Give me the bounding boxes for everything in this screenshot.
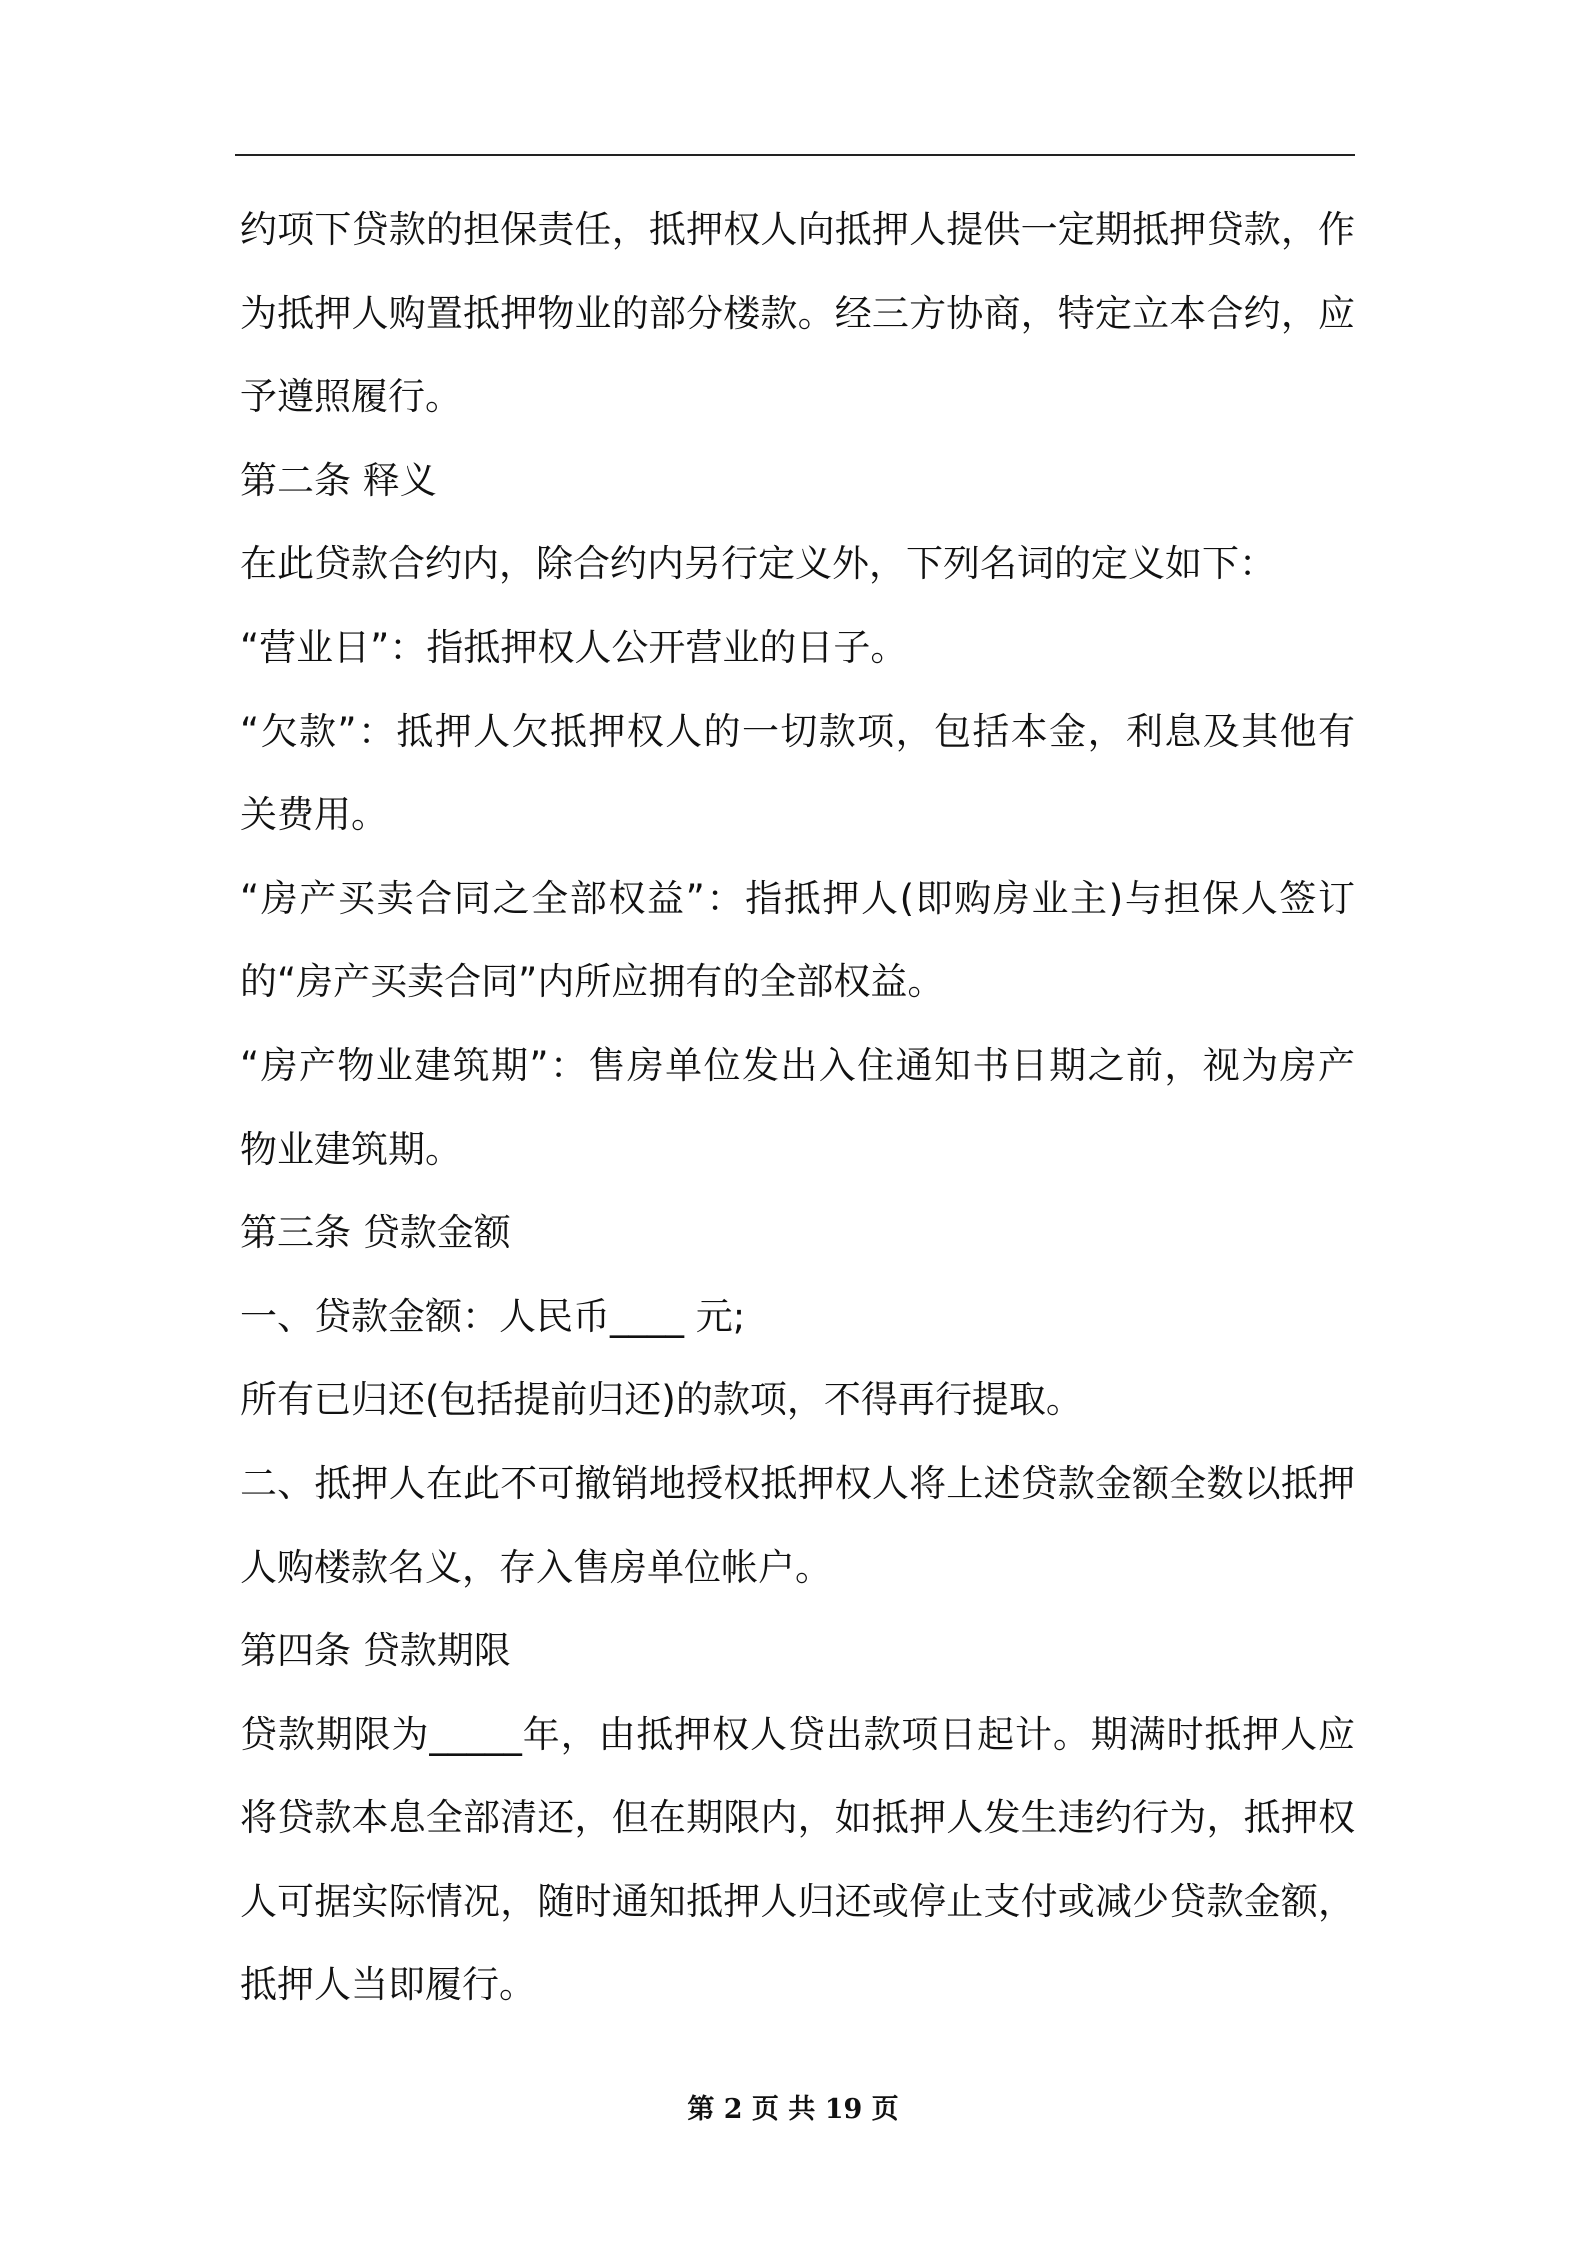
text-line: 为抵押人购置抵押物业的部分楼款。经三方协商，特定立本合约，应 (240, 291, 1355, 335)
text-line: 将贷款本息全部清还，但在期限内，如抵押人发生违约行为，抵押权 (240, 1796, 1355, 1840)
text-line: 抵押人当即履行。 (240, 1963, 536, 2007)
definition-business-day: “营业日”：指抵押权人公开营业的日子。 (240, 625, 908, 669)
text-line: 人购楼款名义，存入售房单位帐户。 (240, 1545, 832, 1589)
section-heading-article-3: 第三条 贷款金额 (240, 1211, 511, 1255)
text-line: 的“房产买卖合同”内所应拥有的全部权益。 (240, 960, 945, 1004)
definition-purchase-rights: “房产买卖合同之全部权益”：指抵押人(即购房业主)与担保人签订 (240, 876, 1355, 920)
text-line: 二、抵押人在此不可撤销地授权抵押权人将上述贷款金额全数以抵押 (240, 1461, 1355, 1505)
text-line: 人可据实际情况，随时通知抵押人归还或停止支付或减少贷款金额， (240, 1879, 1355, 1923)
text-line: 约项下贷款的担保责任，抵押权人向抵押人提供一定期抵押贷款，作 (240, 208, 1355, 251)
loan-term-line: 贷款期限为_____年，由抵押权人贷出款项日起计。期满时抵押人应 (240, 1712, 1355, 1756)
text-line: 物业建筑期。 (240, 1127, 462, 1171)
definition-construction-period: “房产物业建筑期”：售房单位发出入住通知书日期之前，视为房产 (240, 1043, 1355, 1087)
page-footer: 第 2 页 共 19 页 (687, 2094, 899, 2125)
section-heading-article-4: 第四条 贷款期限 (240, 1629, 511, 1673)
header-rule (235, 154, 1355, 156)
text-line: 关费用。 (240, 793, 388, 837)
body-text (240, 200, 1355, 2039)
text-line: 所有已归还(包括提前归还)的款项，不得再行提取。 (240, 1378, 1083, 1422)
section-heading-article-2: 第二条 释义 (240, 458, 437, 502)
text-line: 在此贷款合约内，除合约内另行定义外，下列名词的定义如下： (240, 542, 1276, 586)
text-line: 予遵照履行。 (240, 375, 462, 419)
definition-debt: “欠款”：抵押人欠抵押权人的一切款项，包括本金，利息及其他有 (240, 709, 1355, 753)
loan-amount-line: 一、贷款金额：人民币____ 元; (240, 1294, 746, 1338)
